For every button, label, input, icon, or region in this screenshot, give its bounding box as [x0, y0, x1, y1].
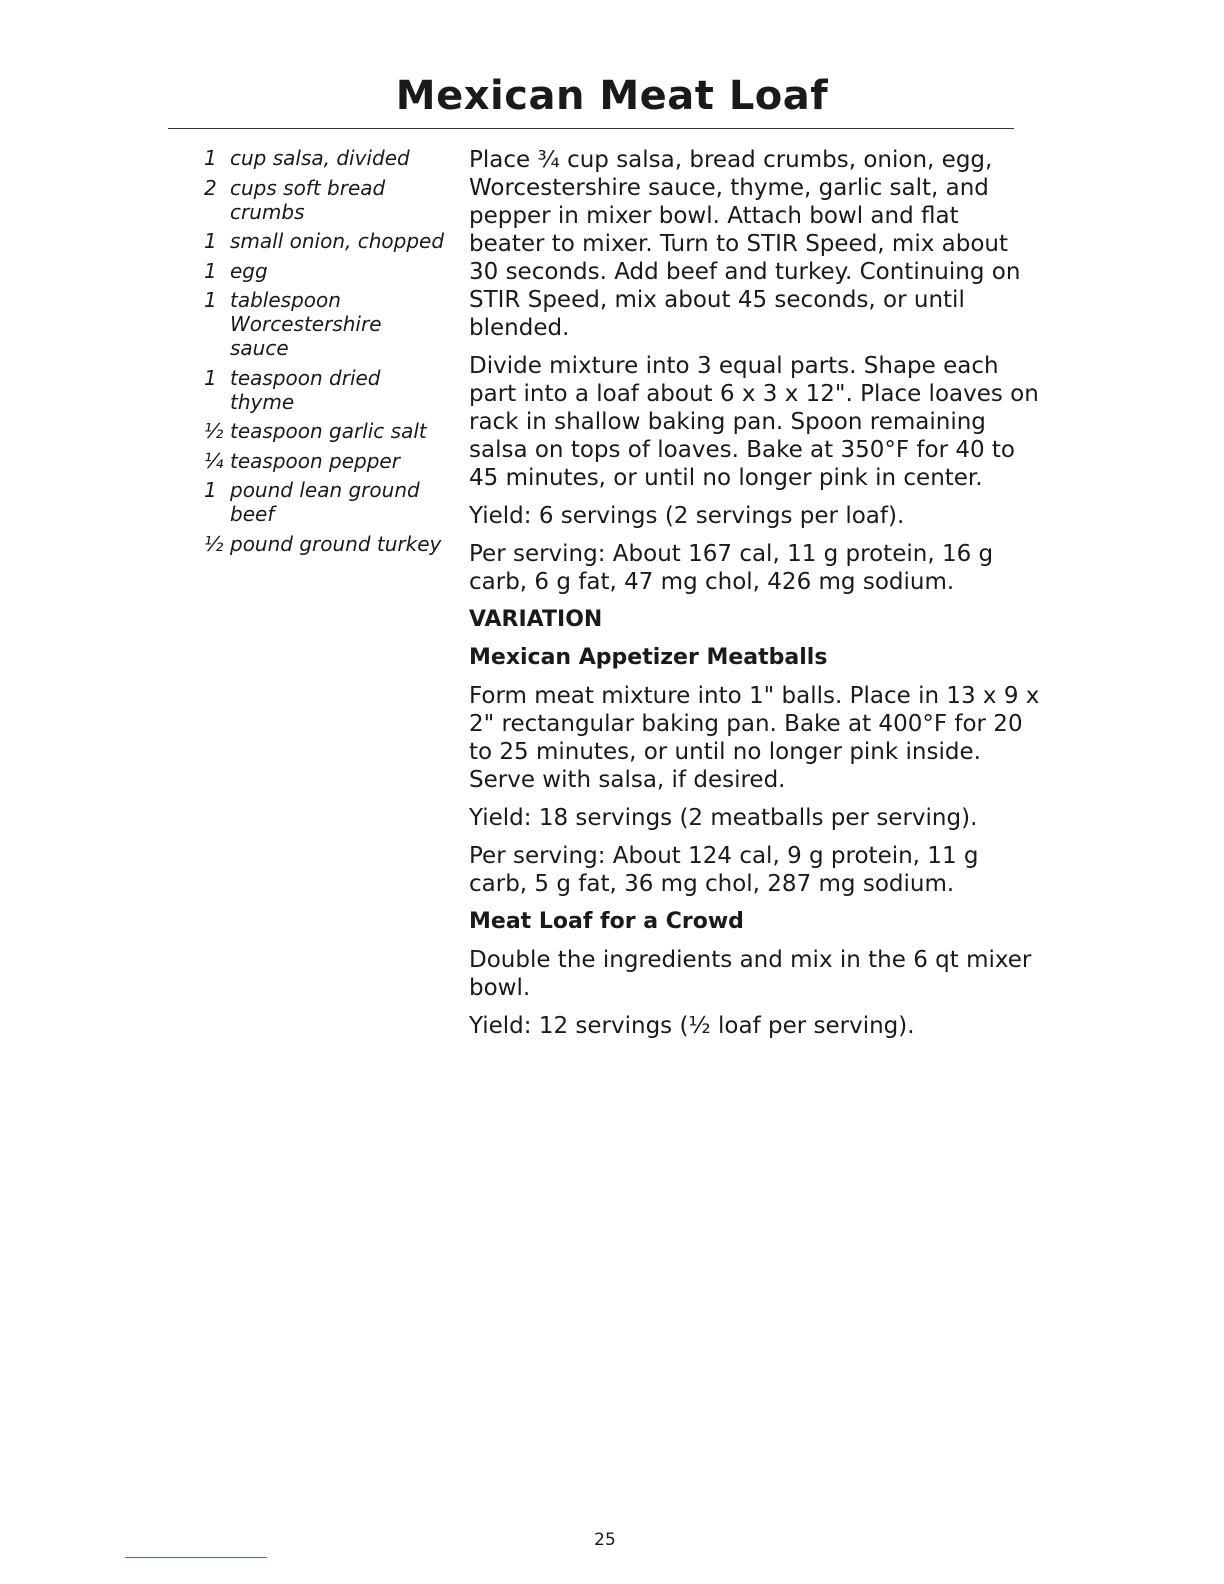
ingredient-item [196, 229, 446, 253]
ingredient-quantity: 1 [204, 288, 217, 312]
ingredient-quantity: 1 [204, 258, 217, 283]
ingredient-name: pound ground turkey [230, 531, 442, 556]
ingredient-item [196, 288, 446, 360]
ingredient-name: teaspoon pepper [230, 448, 400, 473]
instructions-column [469, 146, 1041, 1050]
ingredient-item [196, 176, 446, 224]
ingredient-quantity: ¼ [204, 448, 224, 473]
ingredient-name: cups soft bread crumbs [230, 175, 386, 224]
crowd-text: Double the ingredients and mix in the 6 qt mixer bowl. [469, 947, 1032, 1001]
ingredient-quantity: 1 [204, 365, 217, 390]
title-divider [168, 128, 1014, 129]
ingredient-item [196, 419, 446, 443]
ingredient-quantity: 1 [204, 478, 217, 502]
ingredient-name: small onion, chopped [230, 229, 445, 253]
method-step-1: Place ¾ cup salsa, bread crumbs, onion, egg, Worcestershire sauce, thyme, garlic salt, and pepper in mixer bowl. Attach bowl and flat beater to mixer. Turn to STIR Speed, mix about 30 seconds. Add beef and turkey. Continuing on STIR Speed, mix about 45 seconds, or until blended. [469, 147, 1021, 341]
appetizer-heading: Mexican Appetizer Meatballs [469, 645, 828, 670]
meat-loaf-yield: Yield: 6 servings (2 servings per loaf). [469, 503, 905, 529]
appetizer-nutrition: Per serving: About 124 cal, 9 g protein, 11 g carb, 5 g fat, 36 mg chol, 287 mg sodium. [469, 843, 979, 897]
method-step-2: Divide mixture into 3 equal parts. Shape each part into a loaf about 6 x 3 x 12". Place loaves on rack in shallow baking pan. Spoon remaining salsa on tops of loaves. Bake at 350°F for 40 to 45 minutes, or until no longer pink in center. [469, 353, 1039, 491]
ingredient-quantity: ½ [204, 531, 224, 556]
ingredient-quantity: 2 [204, 175, 217, 200]
variation-heading: VARIATION [469, 607, 603, 632]
ingredient-item [196, 532, 446, 556]
ingredient-list [196, 146, 446, 561]
meat-loaf-nutrition: Per serving: About 167 cal, 11 g protein, 16 g carb, 6 g fat, 47 mg chol, 426 mg sodium. [469, 541, 994, 595]
ingredient-item [196, 366, 446, 414]
ingredient-name: tablespoon Worcestershire sauce [230, 288, 382, 360]
ingredient-quantity: ½ [204, 419, 224, 443]
ingredient-name: egg [230, 258, 268, 283]
footer-divider [125, 1557, 267, 1558]
ingredient-name: cup salsa, divided [230, 146, 410, 170]
ingredient-item [196, 146, 446, 170]
appetizer-text: Form meat mixture into 1" balls. Place in 13 x 9 x 2" rectangular baking pan. Bake at 400°F for 20 to 25 minutes, or until no longer pink inside. Serve with salsa, if desired. [469, 683, 1040, 793]
page-title: Mexican Meat Loaf [395, 73, 829, 119]
ingredient-name: pound lean ground beef [230, 478, 420, 526]
ingredient-item [196, 449, 446, 473]
page-number: 25 [594, 1530, 616, 1550]
ingredient-item [196, 259, 446, 283]
crowd-heading: Meat Loaf for a Crowd [469, 909, 744, 934]
ingredient-name: teaspoon garlic salt [230, 419, 427, 443]
crowd-yield: Yield: 12 servings (½ loaf per serving). [469, 1013, 915, 1039]
ingredient-name: teaspoon dried thyme [230, 365, 381, 414]
ingredient-quantity: 1 [204, 229, 217, 253]
ingredient-item [196, 478, 446, 526]
ingredient-quantity: 1 [204, 146, 217, 170]
appetizer-yield: Yield: 18 servings (2 meatballs per serving). [469, 805, 978, 831]
